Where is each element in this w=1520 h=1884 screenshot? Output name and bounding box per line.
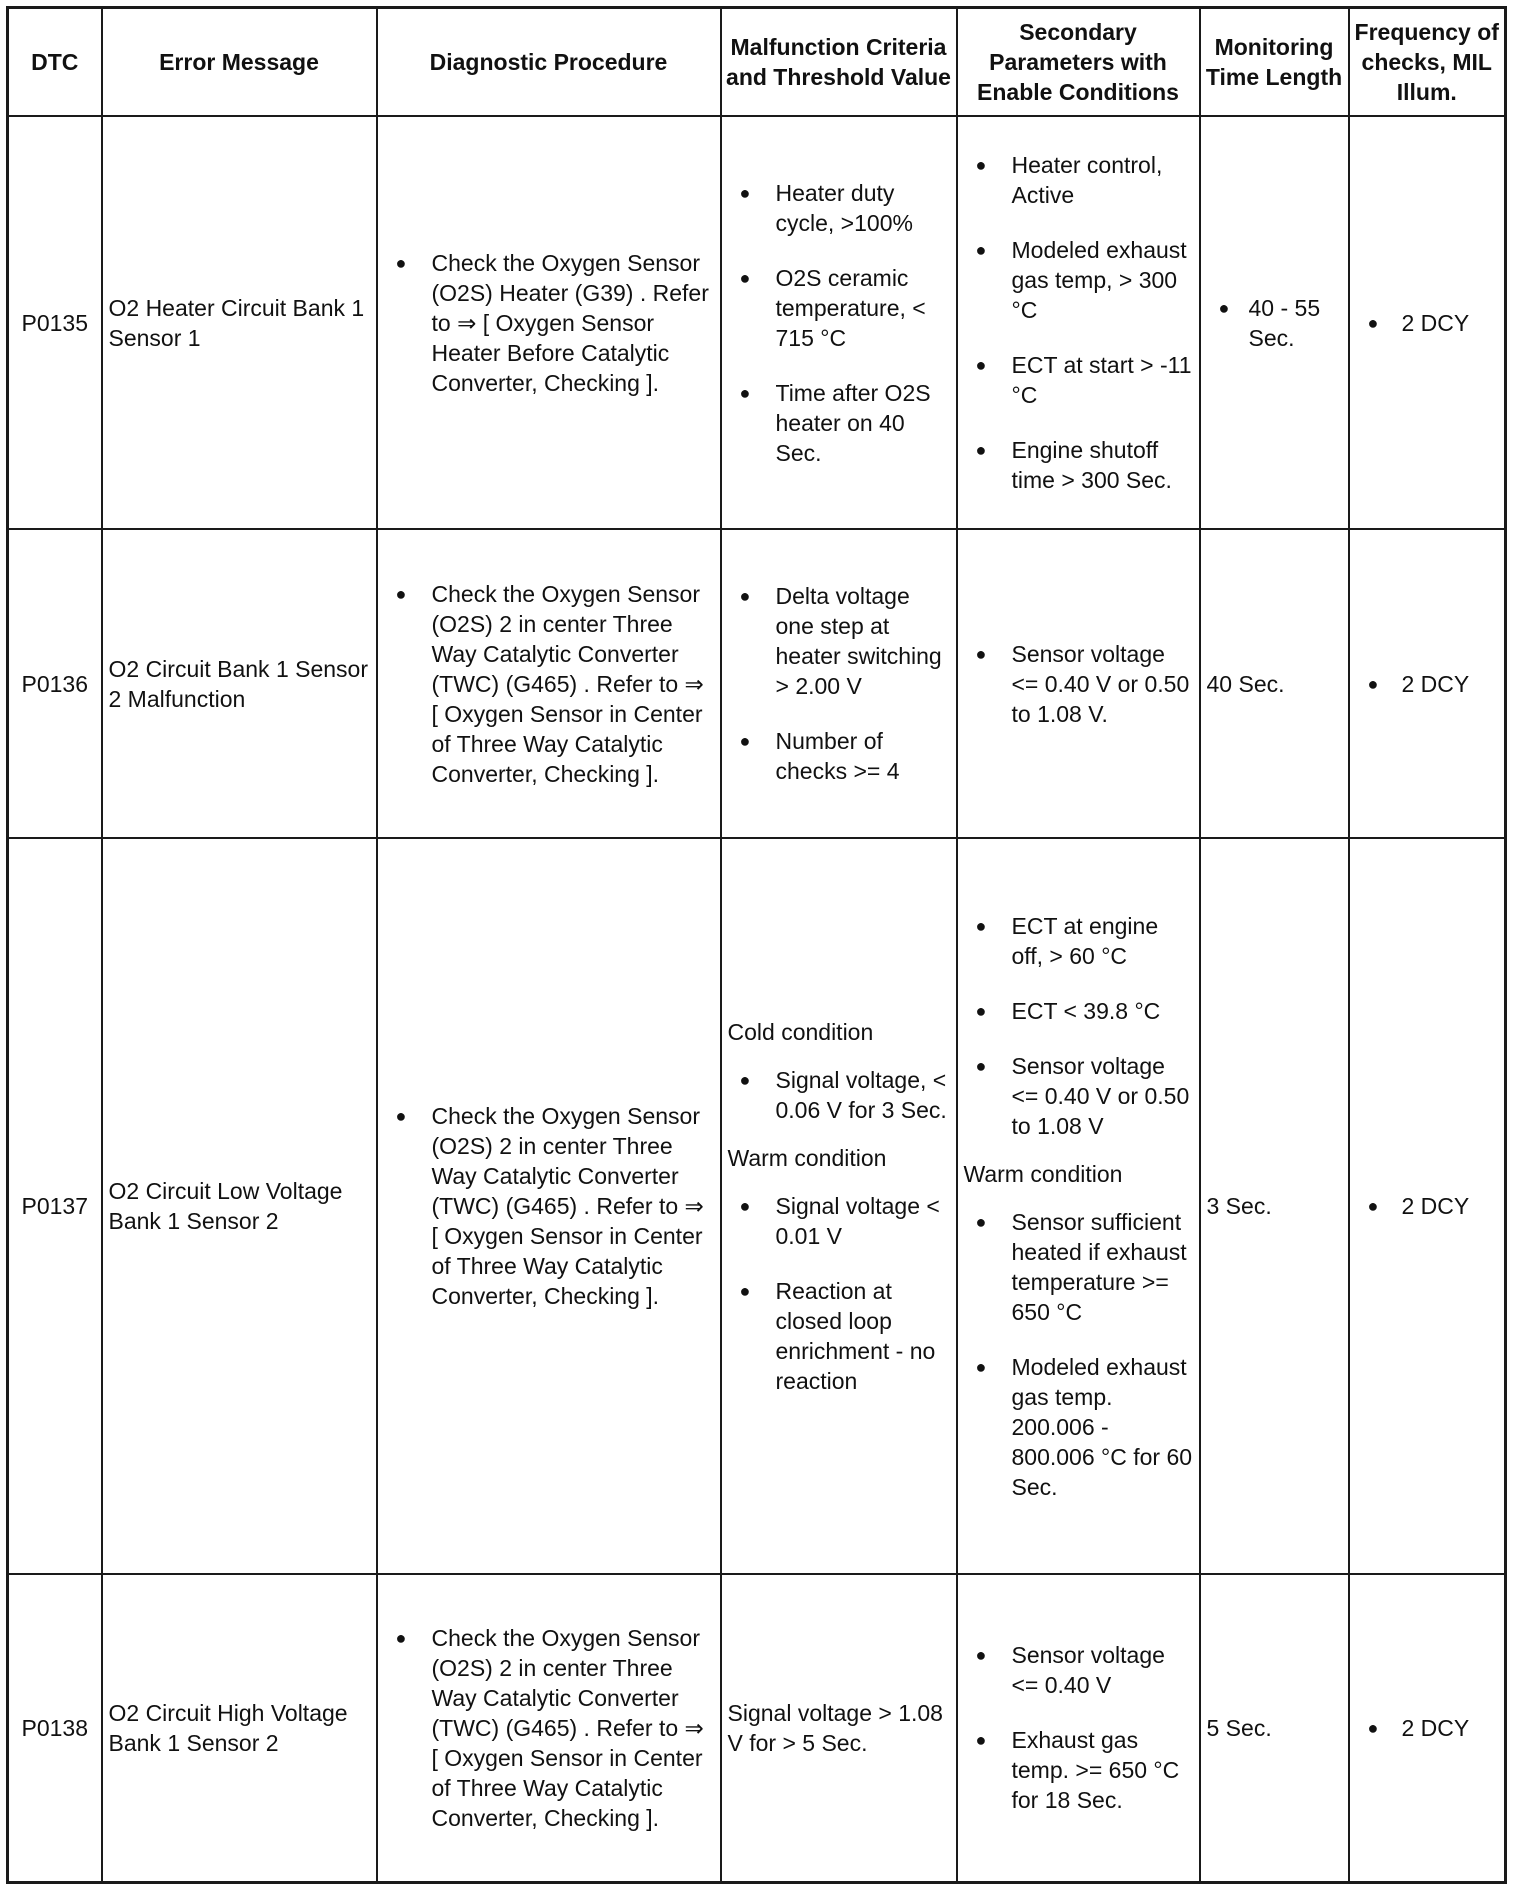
criteria-item: ● Number of checks >= 4 (722, 726, 952, 786)
frequency (1349, 116, 1506, 529)
error-message: O2 Heater Circuit Bank 1 Sensor 1 (102, 116, 377, 529)
secondary-item: ● Heater control, Active (958, 150, 1195, 210)
secondary-item: ● Sensor voltage <= 0.40 V or 0.50 to 1.08 V. (958, 639, 1195, 729)
secondary-item: ● Sensor voltage <= 0.40 V (958, 1640, 1195, 1700)
header-frequency: Frequency of checks, MIL Illum. (1349, 8, 1506, 117)
frequency-item: ● 2 DCY (1350, 669, 1501, 699)
frequency-item: ● 2 DCY (1350, 1191, 1501, 1221)
monitoring-time: 5 Sec. (1200, 1574, 1349, 1882)
secondary-parameters (957, 529, 1200, 838)
diagnostic-procedure (377, 529, 721, 838)
criteria-item: ● O2S ceramic temperature, < 715 °C (722, 263, 952, 353)
table-row (8, 838, 1506, 1574)
criteria-item: ● Heater duty cycle, >100% (722, 178, 952, 238)
malfunction-criteria (721, 838, 957, 1574)
secondary-item: ● Engine shutoff time > 300 Sec. (958, 435, 1195, 495)
diagnostic-procedure (377, 1574, 721, 1882)
monitoring-time: 3 Sec. (1200, 838, 1349, 1574)
secondary-item: ● ECT < 39.8 °C (958, 996, 1195, 1026)
criteria-item: ● Signal voltage, < 0.06 V for 3 Sec. (722, 1065, 952, 1125)
criteria-item: ● Reaction at closed loop enrichment - no reaction (722, 1276, 952, 1396)
dtc-code: P0136 (8, 529, 102, 838)
criteria-item: ● Signal voltage < 0.01 V (722, 1191, 952, 1251)
frequency (1349, 529, 1506, 838)
dtc-code: P0138 (8, 1574, 102, 1882)
secondary-item: ● Modeled exhaust gas temp, > 300 °C (958, 235, 1195, 325)
dtc-code: P0137 (8, 838, 102, 1574)
secondary-parameters (957, 116, 1200, 529)
secondary-item: ● Sensor sufficient heated if exhaust temperature >= 650 °C (958, 1207, 1195, 1327)
warm-condition-label: Warm condition (727, 1144, 887, 1171)
header-secondary-parameters: Secondary Parameters with Enable Conditions (957, 8, 1200, 117)
error-message: O2 Circuit High Voltage Bank 1 Sensor 2 (102, 1574, 377, 1882)
frequency (1349, 838, 1506, 1574)
dtc-code: P0135 (8, 116, 102, 529)
diagnostic-procedure (377, 116, 721, 529)
procedure-item: ● Check the Oxygen Sensor (O2S) 2 in center Three Way Catalytic Converter (TWC) (G465) . Refer to ⇒ [ Oxygen Sensor in Center of Three Way Catalytic Converter, Checking ]. (378, 1101, 716, 1311)
frequency (1349, 1574, 1506, 1882)
procedure-item: ● Check the Oxygen Sensor (O2S) 2 in center Three Way Catalytic Converter (TWC) (G465) . Refer to ⇒ [ Oxygen Sensor in Center of Three Way Catalytic Converter, Checking ]. (378, 579, 716, 789)
secondary-item: ● ECT at engine off, > 60 °C (958, 911, 1195, 971)
error-message: O2 Circuit Bank 1 Sensor 2 Malfunction (102, 529, 377, 838)
header-diagnostic-procedure: Diagnostic Procedure (377, 8, 721, 117)
secondary-parameters (957, 838, 1200, 1574)
malfunction-criteria (721, 529, 957, 838)
secondary-item: ● ECT at start > -11 °C (958, 350, 1195, 410)
criteria-item: ● Delta voltage one step at heater switching > 2.00 V (722, 581, 952, 701)
frequency-item: ● 2 DCY (1350, 308, 1501, 338)
secondary-parameters (957, 1574, 1200, 1882)
monitoring-item: ● 40 - 55 Sec. (1201, 293, 1344, 353)
cold-condition-label: Cold condition (727, 1018, 874, 1045)
header-malfunction-criteria: Malfunction Criteria and Threshold Value (721, 8, 957, 117)
table-row (8, 529, 1506, 838)
malfunction-criteria: Signal voltage > 1.08 V for > 5 Sec. (721, 1574, 957, 1882)
warm-condition-label: Warm condition (963, 1160, 1123, 1187)
secondary-item: ● Exhaust gas temp. >= 650 °C for 18 Sec. (958, 1725, 1195, 1815)
procedure-item: ● Check the Oxygen Sensor (O2S) 2 in center Three Way Catalytic Converter (TWC) (G465) . Refer to ⇒ [ Oxygen Sensor in Center of Three Way Catalytic Converter, Checking ]. (378, 1623, 716, 1833)
malfunction-criteria (721, 116, 957, 529)
monitoring-time: 40 Sec. (1200, 529, 1349, 838)
procedure-item: ● Check the Oxygen Sensor (O2S) Heater (G39) . Refer to ⇒ [ Oxygen Sensor Heater Before Catalytic Converter, Checking ]. (378, 248, 716, 398)
table-row (8, 116, 1506, 529)
error-message: O2 Circuit Low Voltage Bank 1 Sensor 2 (102, 838, 377, 1574)
header-monitoring-time: Monitoring Time Length (1200, 8, 1349, 117)
secondary-item: ● Modeled exhaust gas temp. 200.006 - 800.006 °C for 60 Sec. (958, 1352, 1195, 1502)
header-row (8, 8, 1506, 117)
header-dtc: DTC (8, 8, 102, 117)
diagnostic-procedure (377, 838, 721, 1574)
dtc-table (6, 6, 1507, 1884)
secondary-item: ● Sensor voltage <= 0.40 V or 0.50 to 1.08 V (958, 1051, 1195, 1141)
monitoring-time (1200, 116, 1349, 529)
frequency-item: ● 2 DCY (1350, 1713, 1501, 1743)
criteria-item: ● Time after O2S heater on 40 Sec. (722, 378, 952, 468)
header-error-message: Error Message (102, 8, 377, 117)
table-row (8, 1574, 1506, 1882)
